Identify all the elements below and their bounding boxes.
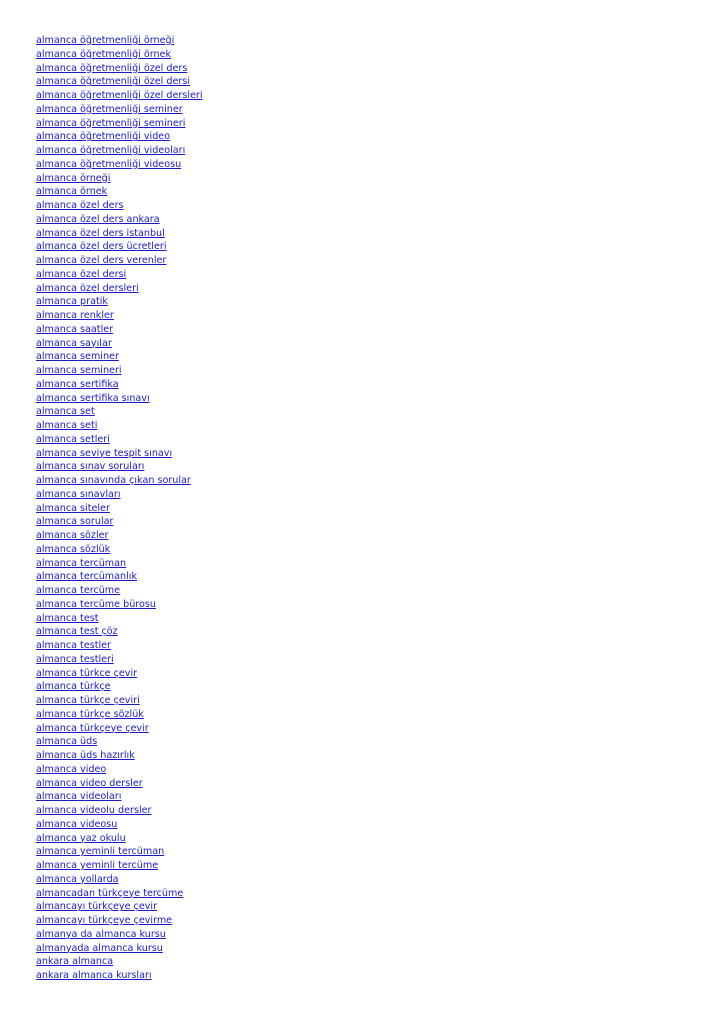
list-item xyxy=(36,101,203,115)
list-item xyxy=(36,513,203,527)
list-item xyxy=(36,362,203,376)
keyword-link[interactable]: almanca öğretmenliği örnek xyxy=(36,48,172,60)
keyword-link[interactable]: almanca öğretmenliği video xyxy=(36,131,171,143)
keyword-link[interactable]: almanca tercüman xyxy=(36,557,127,569)
keyword-link[interactable]: almanca sertifika xyxy=(36,378,119,390)
list-item xyxy=(36,225,203,239)
keyword-link[interactable]: almanca setleri xyxy=(36,433,110,445)
list-item xyxy=(36,252,203,266)
keyword-link[interactable]: almanca türkçeye çevir xyxy=(36,722,149,734)
keyword-link[interactable]: ankara almanca kursları xyxy=(36,970,152,981)
keyword-link[interactable]: almanca seti xyxy=(36,420,98,431)
keyword-link[interactable]: almanca öğretmenliği özel ders xyxy=(36,62,188,74)
keyword-link[interactable]: almanca türkce çevir xyxy=(36,667,138,679)
list-item xyxy=(36,486,203,500)
list-item xyxy=(36,73,203,87)
keyword-link[interactable]: almanca türkçe çeviri xyxy=(36,695,140,706)
list-item xyxy=(36,596,203,610)
list-item xyxy=(36,32,203,46)
keyword-link[interactable]: almanya da almanca kursu xyxy=(36,928,166,940)
keyword-link[interactable]: almanca testler xyxy=(36,640,111,651)
keyword-link[interactable]: almanca sözler xyxy=(36,530,109,541)
list-item xyxy=(36,747,203,761)
keyword-link[interactable]: almanca öğretmenliği videoları xyxy=(36,145,186,156)
list-item xyxy=(36,651,203,665)
keyword-link[interactable]: almanca yeminli tercüme xyxy=(36,860,159,871)
keyword-link[interactable]: almanca özel ders verenler xyxy=(36,255,167,266)
keyword-link[interactable]: almanca videolu dersler xyxy=(36,805,152,816)
list-item xyxy=(36,830,203,844)
keyword-link[interactable]: almanca yaz okulu xyxy=(36,832,126,844)
keyword-link[interactable]: almanca örnek xyxy=(36,186,108,198)
keyword-link[interactable]: almanca üds xyxy=(36,736,98,748)
keyword-link[interactable]: almanca özel ders xyxy=(36,200,124,211)
keyword-link[interactable]: almanca öğretmenliği seminer xyxy=(36,103,183,115)
keyword-link[interactable]: almanyada almanca kursu xyxy=(36,942,163,954)
list-item xyxy=(36,926,203,940)
keyword-link[interactable]: almanca öğretmenliği örneği xyxy=(36,35,175,46)
keyword-link[interactable]: almanca öğretmenliği özel dersleri xyxy=(36,90,203,101)
list-item xyxy=(36,857,203,871)
list-item xyxy=(36,706,203,720)
keyword-link[interactable]: almanca video xyxy=(36,763,107,775)
keyword-link[interactable]: almanca testleri xyxy=(36,653,114,665)
list-item xyxy=(36,348,203,362)
list-item xyxy=(36,816,203,830)
keyword-link[interactable]: almanca sınavları xyxy=(36,488,121,500)
list-item xyxy=(36,60,203,74)
list-item xyxy=(36,156,203,170)
keyword-link[interactable]: almanca video dersler xyxy=(36,777,143,789)
list-item xyxy=(36,458,203,472)
list-item xyxy=(36,417,203,431)
keyword-link[interactable]: almanca özel dersi xyxy=(36,268,127,280)
keyword-link[interactable]: almanca türkçe sözlük xyxy=(36,708,144,720)
list-item xyxy=(36,128,203,142)
list-item xyxy=(36,500,203,514)
list-item xyxy=(36,142,203,156)
list-item xyxy=(36,720,203,734)
keyword-link[interactable]: almanca saatler xyxy=(36,323,114,335)
keyword-link[interactable]: almanca renkler xyxy=(36,310,114,321)
list-item xyxy=(36,678,203,692)
list-item xyxy=(36,692,203,706)
list-item xyxy=(36,472,203,486)
keyword-link[interactable]: almanca sınav soruları xyxy=(36,461,145,473)
list-item xyxy=(36,293,203,307)
list-item xyxy=(36,211,203,225)
keyword-link[interactable]: almanca seviye tespit sınavı xyxy=(36,447,173,459)
list-item xyxy=(36,898,203,912)
list-item xyxy=(36,568,203,582)
list-item xyxy=(36,87,203,101)
list-item xyxy=(36,445,203,459)
keyword-link[interactable]: almancayı türkçeye çevirme xyxy=(36,915,173,926)
keyword-link[interactable]: almanca videosu xyxy=(36,818,118,830)
list-item xyxy=(36,238,203,252)
list-item xyxy=(36,390,203,404)
list-item xyxy=(36,555,203,569)
keyword-link[interactable]: almanca tercümanlık xyxy=(36,571,137,583)
keyword-link[interactable]: almanca set xyxy=(36,406,95,418)
keyword-link[interactable]: almanca özel ders istanbul xyxy=(36,227,165,239)
list-item xyxy=(36,376,203,390)
keyword-link[interactable]: almanca sözlük xyxy=(36,543,111,555)
list-item xyxy=(36,582,203,596)
list-item xyxy=(36,788,203,802)
list-item xyxy=(36,802,203,816)
list-item xyxy=(36,541,203,555)
list-item xyxy=(36,335,203,349)
list-item xyxy=(36,871,203,885)
keyword-link[interactable]: almanca tercüme bürosu xyxy=(36,598,156,610)
list-item xyxy=(36,623,203,637)
keyword-link[interactable]: almanca örneği xyxy=(36,172,111,184)
list-item xyxy=(36,431,203,445)
keyword-link[interactable]: almanca özel ders ankara xyxy=(36,213,160,225)
list-item xyxy=(36,197,203,211)
keyword-link[interactable]: almanca öğretmenliği özel dersi xyxy=(36,76,190,88)
keyword-link[interactable]: almanca pratik xyxy=(36,296,108,308)
keyword-link[interactable]: almanca özel ders ücretleri xyxy=(36,241,167,253)
keyword-link[interactable]: ankara almanca xyxy=(36,956,114,968)
list-item xyxy=(36,307,203,321)
keyword-link[interactable]: almanca öğretmenliği semineri xyxy=(36,117,186,129)
list-item xyxy=(36,733,203,747)
list-item xyxy=(36,665,203,679)
list-item xyxy=(36,953,203,967)
list-item xyxy=(36,527,203,541)
keyword-link[interactable]: almanca yeminli tercüman xyxy=(36,846,165,858)
keyword-link[interactable]: almanca özel dersleri xyxy=(36,282,139,294)
list-item xyxy=(36,843,203,857)
list-item xyxy=(36,775,203,789)
keyword-link[interactable]: almancadan türkçeye tercüme xyxy=(36,887,184,899)
list-item xyxy=(36,266,203,280)
keyword-link[interactable]: almanca üds hazırlık xyxy=(36,750,135,761)
keyword-link[interactable]: almanca videoları xyxy=(36,791,122,803)
list-item xyxy=(36,885,203,899)
keyword-link[interactable]: almanca türkçe xyxy=(36,681,111,693)
list-item xyxy=(36,637,203,651)
keyword-link[interactable]: almanca tercüme xyxy=(36,585,121,596)
keyword-link[interactable]: almanca öğretmenliği videosu xyxy=(36,158,182,170)
keyword-link[interactable]: almanca yollarda xyxy=(36,873,119,885)
keyword-link[interactable]: almanca sertifika sınavı xyxy=(36,392,150,404)
keyword-link-list xyxy=(36,32,203,981)
keyword-link[interactable]: almanca sorular xyxy=(36,516,114,528)
list-item xyxy=(36,46,203,60)
keyword-link[interactable]: almanca test çöz xyxy=(36,626,118,638)
keyword-link[interactable]: almanca sayılar xyxy=(36,337,112,349)
keyword-link[interactable]: almanca siteler xyxy=(36,502,110,514)
list-item xyxy=(36,115,203,129)
list-item xyxy=(36,912,203,926)
keyword-link[interactable]: almanca semineri xyxy=(36,365,122,376)
keyword-link[interactable]: almanca sınavında çıkan sorular xyxy=(36,475,191,486)
keyword-link[interactable]: almancayı türkçeye çevir xyxy=(36,901,158,913)
list-item xyxy=(36,183,203,197)
list-item xyxy=(36,280,203,294)
list-item xyxy=(36,610,203,624)
keyword-link[interactable]: almanca seminer xyxy=(36,351,119,363)
list-item xyxy=(36,940,203,954)
list-item xyxy=(36,403,203,417)
list-item xyxy=(36,967,203,981)
list-item xyxy=(36,761,203,775)
list-item xyxy=(36,321,203,335)
list-item xyxy=(36,170,203,184)
keyword-link[interactable]: almanca test xyxy=(36,612,99,624)
